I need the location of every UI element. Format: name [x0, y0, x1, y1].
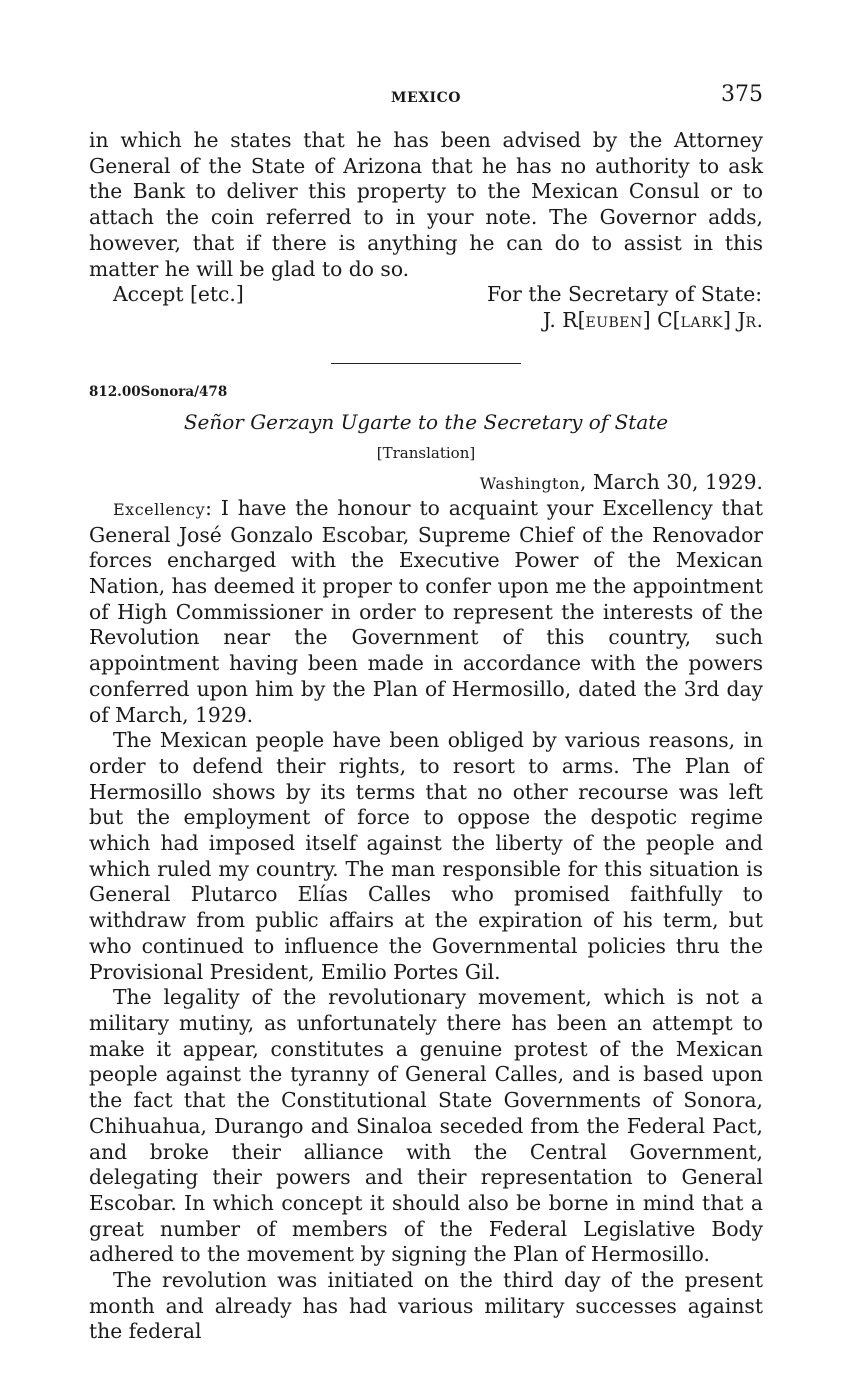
signature-part: J. R[	[542, 308, 586, 333]
previous-letter-text: in which he states that he has been advised by the Attorney General of the State of Arizona that he has no authority to ask the Bank to deliver this property to the Mexican Consul or to attach the coin referred to in your note. The Governor adds, however, that if there is anything he can do to assist in this matter he will be glad to do so.	[89, 128, 763, 281]
dateline	[89, 470, 763, 494]
previous-letter	[89, 128, 763, 282]
closing-accept: Accept [etc.]	[113, 282, 244, 307]
page-header	[89, 80, 763, 110]
file-number: 812.00Sonora/478	[89, 383, 228, 400]
signature-smallcaps: LARK	[680, 315, 723, 332]
signature-smallcaps: R	[745, 315, 757, 332]
salutation: Excellency	[113, 499, 206, 519]
paragraph-text: : I have the honour to acquaint your Excellency that General José Gonzalo Escobar, Supreme Chief of the Renovador forces encharged with the Executive Power of the Mexican Nation, has deemed it proper to confer upon me the appointment of High Commissioner in order to represent the interests of the Revolution near the Government of this country, such appointment having been made in accordance with the powers conferred upon him by the Plan of Hermosillo, dated the 3rd day of March, 1929.	[89, 495, 764, 727]
signature	[89, 308, 763, 337]
dateline-place: Washington	[479, 473, 580, 493]
signature-part: ] C[	[642, 308, 681, 333]
closing-row	[89, 282, 763, 308]
paragraph: The revolution was initiated on the third day of the present month and already has had various military successes against the federal	[89, 1268, 763, 1344]
signature-part: ] J	[723, 308, 746, 333]
for-secretary-line: For the Secretary of State:	[487, 282, 763, 307]
document-title: Señor Gerzayn Ugarte to the Secretary of State	[183, 409, 669, 434]
section-divider	[331, 363, 521, 364]
document-page	[89, 80, 763, 1345]
paragraph: The Mexican people have been obliged by various reasons, in order to defend their rights, to resort to arms. The Plan of Hermosillo shows by its terms that no other recourse was left but the employment of force to oppose the despotic regime which had imposed itself against the liberty of the people and which ruled my country. The man responsible for this situation is General Plutarco Elías Calles who promised faithfully to withdraw from public affairs at the expiration of his term, but who continued to influence the Governmental policies thru the Provisional President, Emilio Portes Gil.	[89, 728, 763, 984]
page-number: 375	[721, 82, 763, 107]
signature-part: .	[756, 308, 763, 333]
paragraph: The legality of the revolutionary movement, which is not a military mutiny, as unfortunately there has been an attempt to make it appear, constitutes a genuine protest of the Mexican people against the tyranny of General Calles, and is based upon the fact that the Constitutional State Governments of Sonora, Chihuahua, Durango and Sinaloa seceded from the Federal Pact, and broke their alliance with the Central Government, delegating their powers and their representation to General Escobar. In which concept it should also be borne in mind that a great number of members of the Federal Legislative Body adhered to the movement by signing the Plan of Hermosillo.	[89, 985, 763, 1267]
running-head: MEXICO	[391, 90, 461, 106]
paragraph	[89, 496, 763, 728]
signature-smallcaps: EUBEN	[585, 315, 643, 332]
translation-note: [Translation]	[376, 443, 476, 462]
dateline-date: , March 30, 1929.	[579, 469, 763, 494]
letter-body	[89, 496, 763, 1345]
